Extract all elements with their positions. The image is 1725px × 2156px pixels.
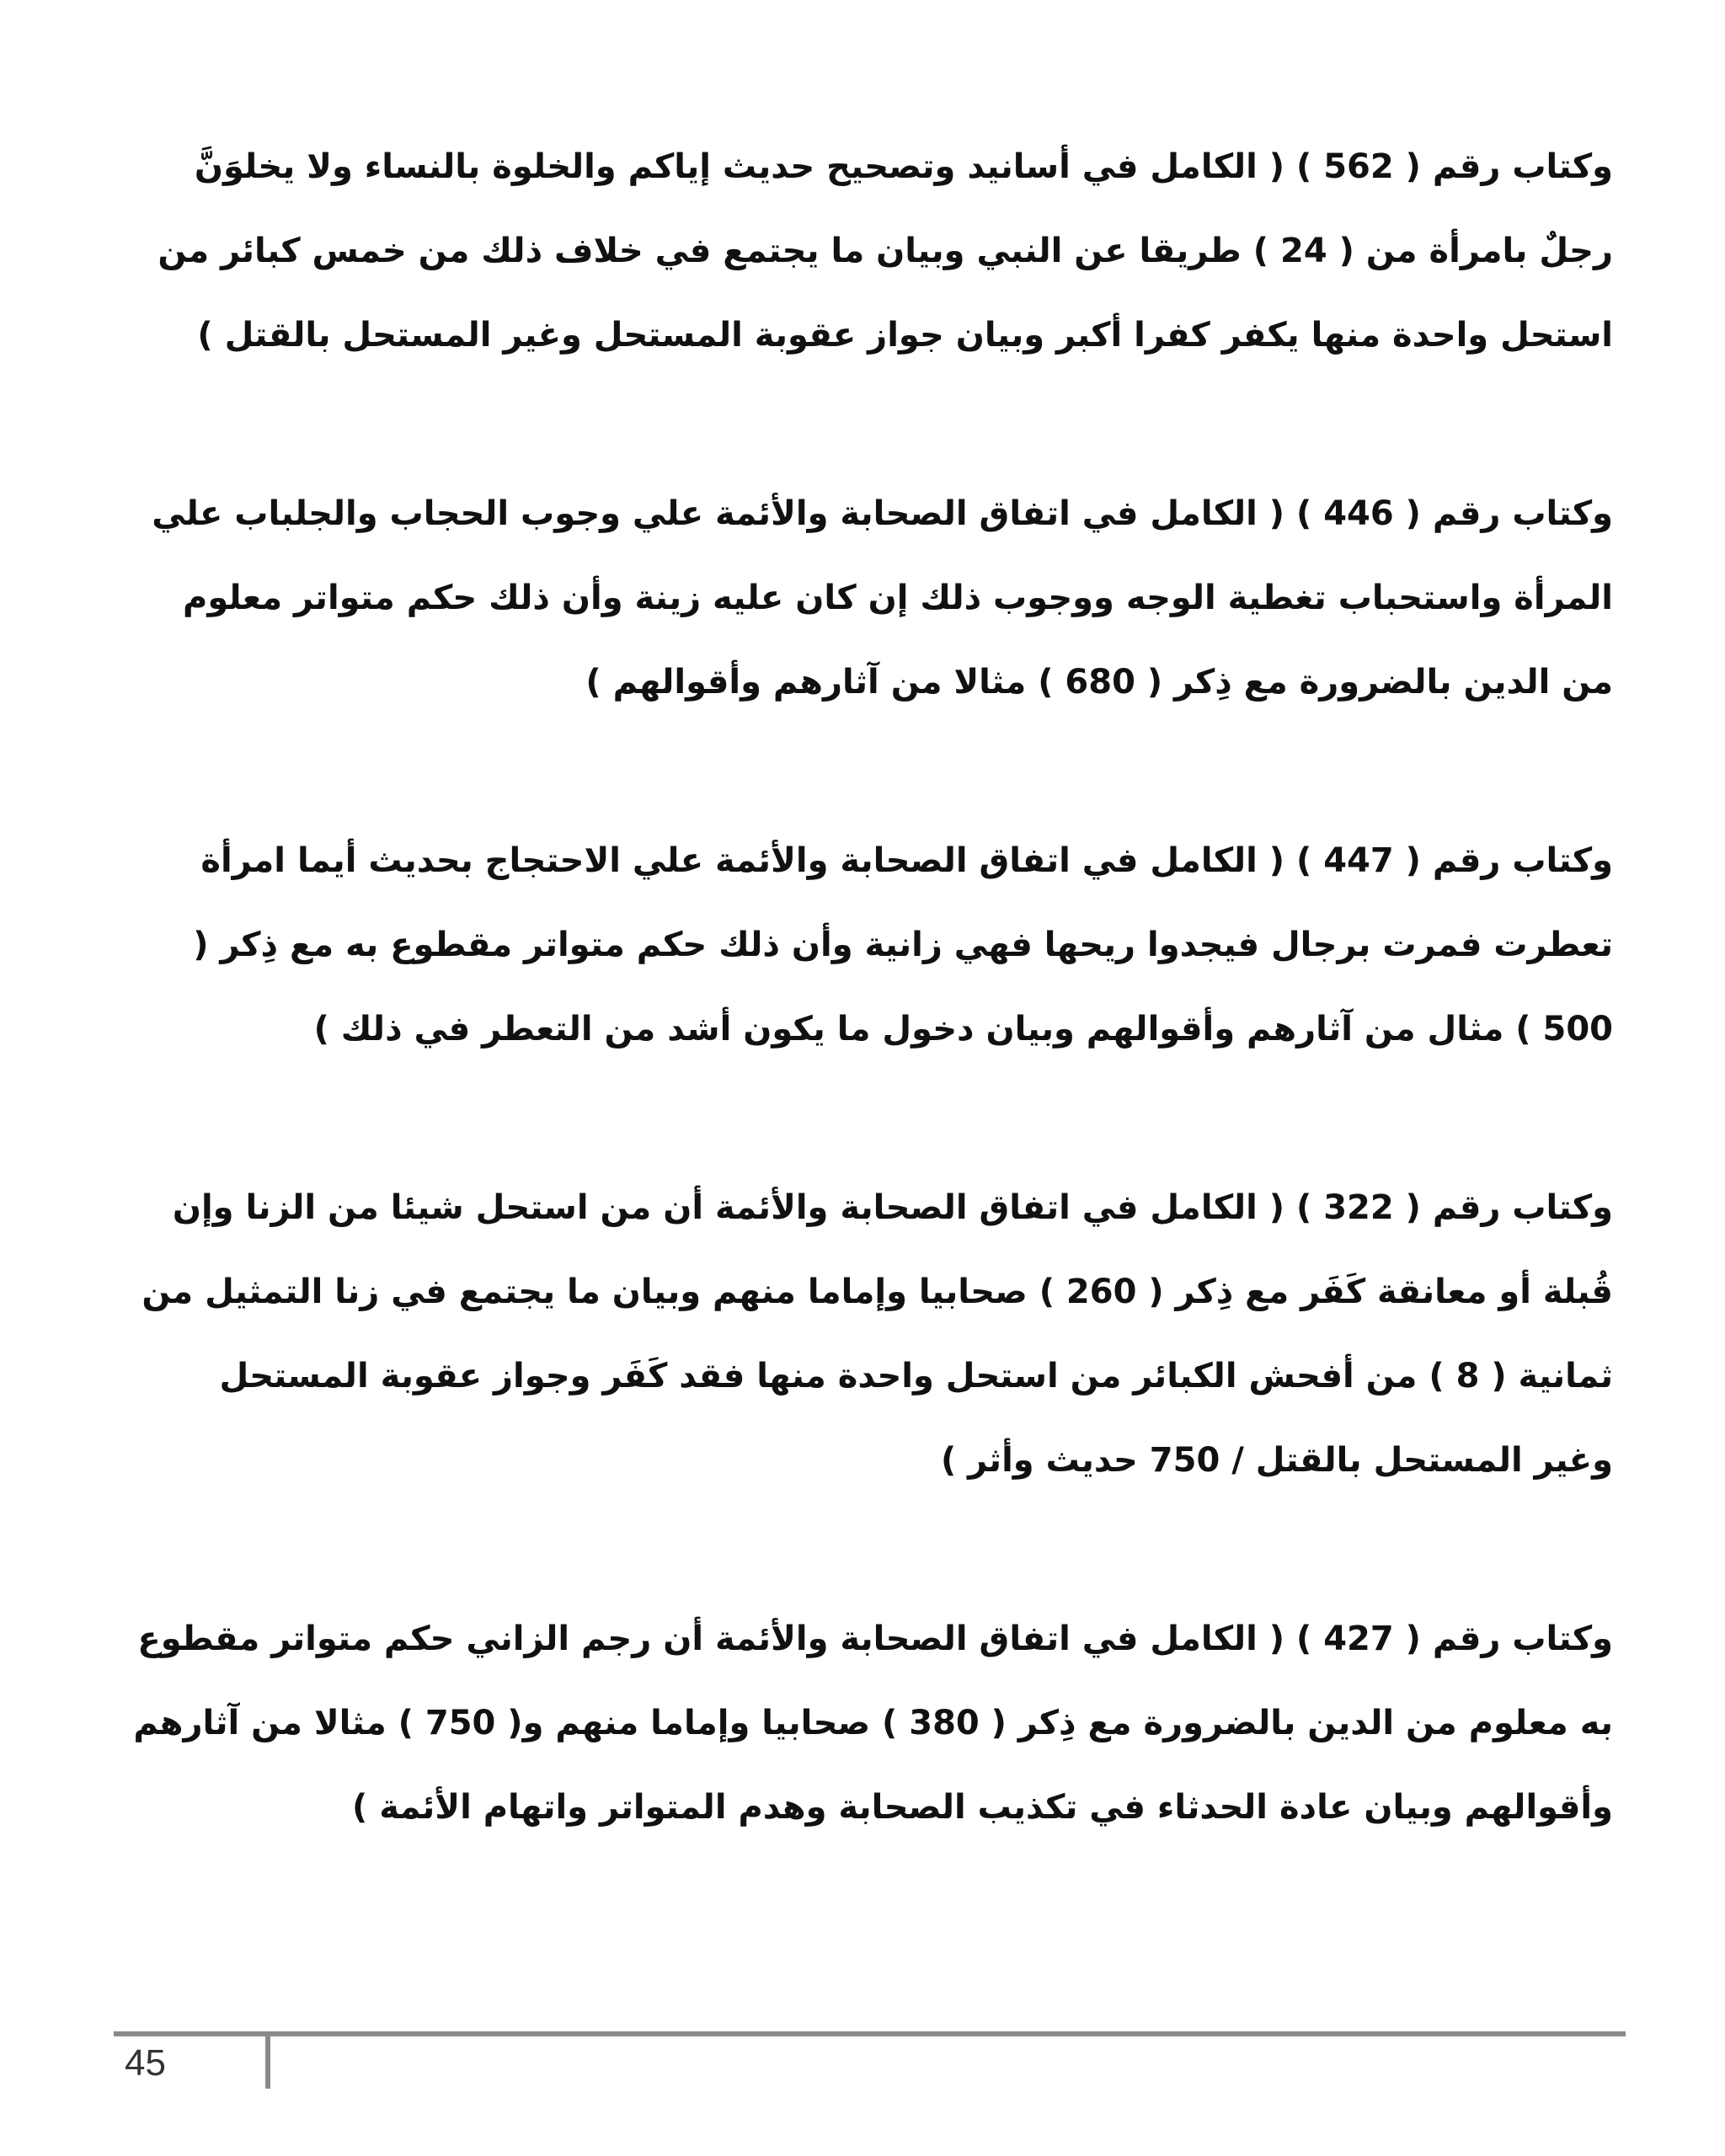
- footer-rule: [114, 2031, 1626, 2036]
- page-number: 45: [125, 2042, 166, 2084]
- footer-divider-tick: [265, 2031, 270, 2089]
- book-list: [131, 125, 1613, 1849]
- book-entry-322: وكتاب رقم ( 322 ) ( الكامل في اتفاق الصحابة والأئمة أن من استحل شيئا من الزنا وإن قُبلة أو معانقة كَفَر مع ذِكر ( 260 ) صحابيا وإماما منهم وبيان ما يجتمع في زنا التمثيل من ثمانية ( 8 ) من أفحش الكبائر من استحل واحدة منها فقد كَفَر وجواز عقوبة المستحل وغير المستحل بالقتل / 750 حديث وأثر ): [142, 1188, 1613, 1480]
- book-entry-562: وكتاب رقم ( 562 ) ( الكامل في أسانيد وتصحيح حديث إياكم والخلوة بالنساء ولا يخلوَنَّ رجلٌ بامرأة من ( 24 ) طريقا عن النبي وبيان ما يجتمع في خلاف ذلك من خمس كبائر من استحل واحدة منها يكفر كفرا أكبر وبيان جواز عقوبة المستحل وغير المستحل بالقتل ): [158, 147, 1613, 355]
- book-entry-446: وكتاب رقم ( 446 ) ( الكامل في اتفاق الصحابة والأئمة علي وجوب الحجاب والجلباب علي المرأة واستحباب تغطية الوجه ووجوب ذلك إن كان عليه زينة وأن ذلك حكم متواتر معلوم من الدين بالضرورة مع ذِكر ( 680 ) مثالا من آثارهم وأقوالهم ): [152, 494, 1613, 702]
- book-entry-427: وكتاب رقم ( 427 ) ( الكامل في اتفاق الصحابة والأئمة أن رجم الزاني حكم متواتر مقطوع به معلوم من الدين بالضرورة مع ذِكر ( 380 ) صحابيا وإماما منهم و( 750 ) مثالا من آثارهم وأقوالهم وبيان عادة الحدثاء في تكذيب الصحابة وهدم المتواتر واتهام الأئمة ): [133, 1620, 1613, 1827]
- book-entry-447: وكتاب رقم ( 447 ) ( الكامل في اتفاق الصحابة والأئمة علي الاحتجاج بحديث أيما امرأة تعطرت فمرت برجال فيجدوا ريحها فهي زانية وأن ذلك حكم متواتر مقطوع به مع ذِكر ( 500 ) مثال من آثارهم وأقوالهم وبيان دخول ما يكون أشد من التعطر في ذلك ): [193, 841, 1613, 1049]
